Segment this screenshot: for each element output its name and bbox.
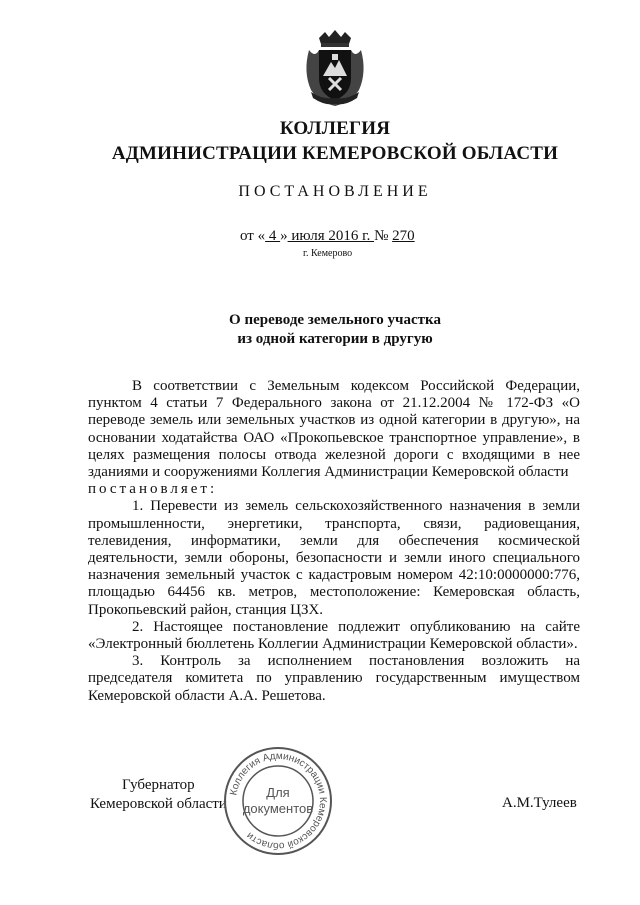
title-line1: О переводе земельного участка [229, 312, 441, 328]
body-intro: В соответствии с Земельным кодексом Российской Федерации, пунктом 4 статьи 7 Федерального закона от 21.12.2004 № 172-ФЗ «О переводе земель или земельных участков из одной категории в другую», на основании ходатайства ОАО «Прокопьевское транспортное управление», в целях размещения полосы отвода железной дороги с входящими в нее зданиями и сооружениями Коллегия Администрации Кемеровской области [88, 378, 580, 481]
dateline-number: 270 [392, 228, 415, 244]
body-item-1: 1. Перевести из земель сельскохозяйственного назначения в земли промышленности, энергетики, транспорта, связи, радиовещания, телевидения, информатики, земли для обеспечения космической деятельности, земли обороны, безопасности и земли иного специального назначения земельный участок с кадастровым номером 42:10:0000000:776, площадью 64456 кв. метров, местоположение: Кемеровская область, Прокопьевский район, станция ЦЗХ. [88, 498, 580, 618]
signature-position-line1: Губернатор [122, 777, 195, 793]
body-item-3: 3. Контроль за исполнением постановления возложить на председателя комитета по управлению государственным имуществом Кемеровской области А.А. Решетова. [88, 653, 580, 704]
signature-position-line2: Кемеровской области [90, 796, 227, 812]
document-city: г. Кемерово [303, 248, 353, 259]
dateline-number-sign: № [374, 228, 393, 244]
document-title [15, 311, 640, 349]
signature-name: А.М.Тулеев [502, 795, 577, 811]
stamp-center-line1: Для [266, 785, 290, 800]
title-line2: из одной категории в другую [237, 331, 433, 347]
document-dateline [240, 228, 415, 245]
dateline-month-year: июля 2016 г. [287, 228, 375, 244]
org-name-line2: АДМИНИСТРАЦИИ КЕМЕРОВСКОЙ ОБЛАСТИ [111, 143, 559, 164]
document-type: ПОСТАНОВЛЕНИЕ [238, 183, 432, 200]
dateline-prefix: от « [240, 228, 266, 244]
stamp-ring-text: Коллегия Администрации Кемеровской области [228, 750, 329, 852]
signature-position [90, 776, 227, 814]
official-stamp-icon [222, 745, 334, 857]
dateline-mid: » [280, 228, 288, 244]
body-decree-word: постановляет: [88, 481, 218, 498]
document-body [88, 378, 580, 705]
body-item-2: 2. Настоящее постановление подлежит опубликованию на сайте «Электронный бюллетень Коллегии Администрации Кемеровской области». [88, 618, 580, 653]
org-name-line1: КОЛЛЕГИЯ [279, 118, 391, 139]
coat-of-arms-icon [295, 28, 375, 108]
stamp-center-line2: документов [242, 801, 314, 816]
dateline-day: 4 [265, 228, 281, 244]
